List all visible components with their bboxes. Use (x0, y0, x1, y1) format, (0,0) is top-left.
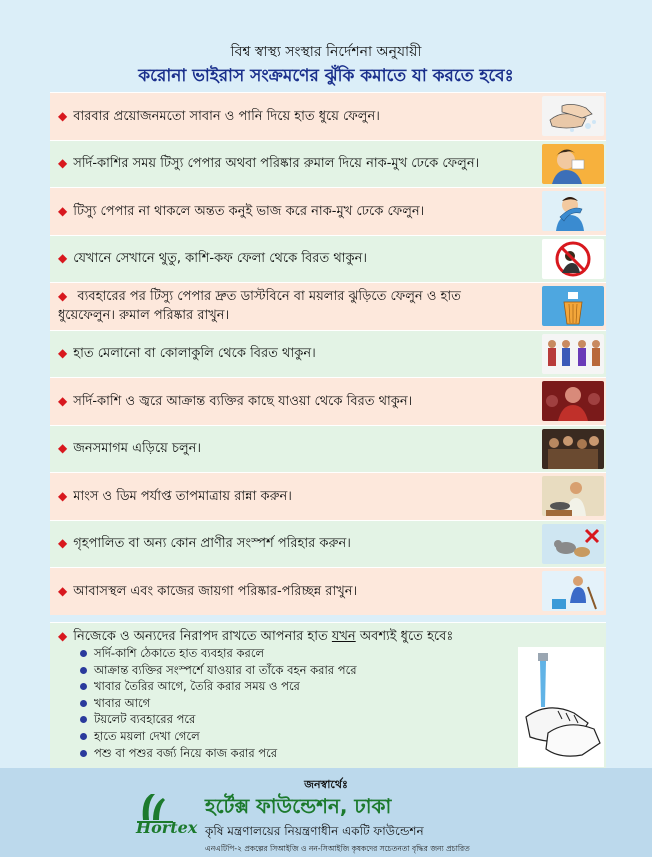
list-item (50, 282, 606, 330)
list-item: খাবার আগে (80, 695, 357, 712)
list-item (50, 92, 606, 140)
list-item: আক্রান্ত ব্যক্তির সংস্পর্শে যাওয়ার বা তাঁকে বহন করার পরে (80, 662, 357, 679)
guideline-text: সর্দি-কাশি ও জ্বরে আক্রান্ত ব্যক্তির কাছে যাওয়া থেকে বিরত থাকুন। (73, 393, 413, 409)
hortex-logo-text: Hortex (136, 818, 198, 837)
diamond-bullet-icon: ◆ (58, 583, 68, 598)
list-item (50, 187, 606, 235)
crowd-icon (542, 429, 604, 469)
organization-tagline: কৃষি মন্ত্রণালয়ের নিয়ন্ত্রণাধীন একটি ফাউন্ডেশন (205, 824, 424, 838)
list-item: হাতে ময়লা দেখা গেলে (80, 728, 357, 745)
no-spitting-icon (542, 239, 604, 279)
guideline-text: আবাসস্থল এবং কাজের জায়গা পরিষ্কার-পরিচ্ছন্ন রাখুন। (73, 583, 358, 599)
elbow-cough-icon (542, 191, 604, 231)
guideline-text: জনসমাগম এড়িয়ে চলুন। (73, 441, 202, 457)
diamond-bullet-icon: ◆ (58, 441, 68, 456)
no-animals-icon (542, 524, 604, 564)
list-item (50, 140, 606, 188)
handwash-times-list (80, 645, 357, 761)
list-item: টয়লেট ব্যবহারের পরে (80, 711, 357, 728)
diamond-bullet-icon: ◆ (58, 203, 68, 218)
guideline-text: মাংস ও ডিম পর্যাপ্ত তাপমাত্রায় রান্না করুন। (73, 488, 292, 504)
diamond-bullet-icon: ◆ (58, 346, 68, 361)
dustbin-icon (542, 286, 604, 326)
guideline-text: গৃহপালিত বা অন্য কোন প্রাণীর সংস্পর্শ পরিহার করুন। (73, 536, 351, 552)
guideline-text: টিস্যু পেপার না থাকলে অন্তত কনুই ভাজ করে নাক-মুখ ঢেকে ফেলুন। (73, 203, 425, 219)
guideline-text-line-2: ধুয়েফেলুন। রুমাল পরিষ্কার রাখুন। (58, 308, 230, 324)
diamond-bullet-icon: ◆ (58, 488, 68, 503)
list-item (50, 425, 606, 473)
list-item (50, 377, 606, 425)
diamond-bullet-icon: ◆ (58, 536, 68, 551)
guideline-text: যেখানে সেখানে থুতু, কাশি-কফ ফেলা থেকে বিরত থাকুন। (73, 251, 368, 267)
guideline-text: বারবার প্রয়োজনমতো সাবান ও পানি দিয়ে হাত ধুয়ে ফেলুন। (73, 108, 380, 124)
footer-label: জনস্বার্থেঃ (304, 778, 348, 791)
list-item (50, 520, 606, 568)
heading-underlined-word: যখন (331, 629, 356, 644)
diamond-bullet-icon: ◆ (58, 393, 68, 408)
cooking-icon (542, 476, 604, 516)
guideline-text: হাত মেলানো বা কোলাকুলি থেকে বিরত থাকুন। (73, 346, 316, 362)
list-item (50, 235, 606, 283)
footer (0, 768, 652, 857)
organization-name: হর্টেক্স ফাউন্ডেশন, ঢাকা (205, 794, 392, 818)
guideline-list (50, 92, 606, 615)
list-item (50, 472, 606, 520)
list-item (50, 567, 606, 615)
no-handshake-icon (542, 334, 604, 374)
diamond-bullet-icon: ◆ (58, 289, 68, 304)
washing-hands-icon (518, 647, 604, 767)
diamond-bullet-icon: ◆ (58, 156, 68, 171)
diamond-bullet-icon: ◆ (58, 108, 68, 123)
sick-person-icon (542, 381, 604, 421)
poster-subtitle: বিশ্ব স্বাস্থ্য সংস্থার নির্দেশনা অনুযায়ী (230, 44, 422, 60)
poster-title: করোনা ভাইরাস সংক্রমণের ঝুঁকি কমাতে যা করতে হবেঃ (138, 66, 514, 86)
diamond-bullet-icon: ◆ (58, 629, 68, 643)
list-item: সর্দি-কাশি ঠেকাতে হাত ব্যবহার করলে (80, 645, 357, 662)
handwash-times-section (50, 622, 606, 769)
heading-text: নিজেকে ও অন্যদের নিরাপদ রাখতে আপনার হাত (73, 629, 332, 644)
diamond-bullet-icon: ◆ (58, 251, 68, 266)
handwash-icon (542, 96, 604, 136)
heading-text-end: অবশ্যই ধুতে হবেঃ (355, 629, 454, 644)
guideline-text-line-1: ব্যবহারের পর টিস্যু পেপার দ্রুত ডাস্টবিনে বা ময়লার ঝুড়িতে ফেলুন ও হাত (77, 289, 461, 305)
tissue-cough-icon (542, 144, 604, 184)
cleaning-icon (542, 571, 604, 611)
fine-print: এনএটিপি-২ প্রকল্পের সিআইজি ও নন-সিআইজি কৃষকদের সচেতনতা বৃদ্ধির জন্য প্রচারিত (205, 844, 470, 853)
list-item: খাবার তৈরির আগে, তৈরি করার সময় ও পরে (80, 678, 357, 695)
list-item (50, 330, 606, 378)
guideline-text: সর্দি-কাশির সময় টিস্যু পেপার অথবা পরিষ্কার রুমাল দিয়ে নাক-মুখ ঢেকে ফেলুন। (73, 156, 480, 172)
list-item: পশু বা পশুর বর্জ্য নিয়ে কাজ করার পরে (80, 745, 357, 762)
